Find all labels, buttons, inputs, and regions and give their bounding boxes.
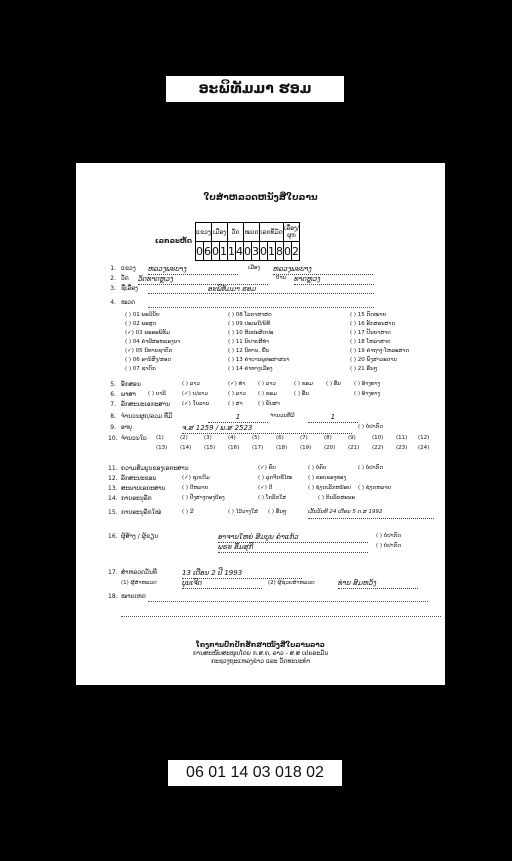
row-label: ໝວດ [121, 299, 135, 306]
option-checkbox[interactable]: ( ) ຊຳຸດຫລາຍ [358, 485, 392, 491]
form-row-age [108, 425, 438, 435]
footer-project-name: ໂຄງການປົກປັກຮັກສາໜັງສືໃບລານລາວ [196, 641, 325, 649]
leaf-cell: (6) [276, 435, 284, 441]
assessor2-value: ທ່ານ ສົມຫວັງ [338, 580, 418, 589]
code-digit: 8 [276, 242, 284, 261]
option-checkbox[interactable]: ( ) 19 ຄຳຖາງ-ໂຫລະສາດ [350, 348, 410, 354]
form-row-survey [108, 570, 438, 590]
row-label: ເມືອງ [248, 265, 261, 271]
code-digit: 0 [212, 242, 220, 261]
leaf-cell: (1) [156, 435, 164, 441]
option-checkbox[interactable]: ( ) ບໍ່ປາກົດ [376, 543, 401, 549]
row-label: ຄວາມສົມບູນຂອງເອກະສານ [121, 465, 189, 472]
leaf-cell: (16) [228, 445, 240, 451]
option-checkbox[interactable]: ( ) ອື່ນ [326, 381, 341, 387]
option-checkbox[interactable]: ( ) 02 ພະສູດ [125, 321, 157, 327]
district-value: ຫລວງພະບາງ [273, 266, 373, 275]
option-checkbox[interactable]: ( ) 04 ຄຳພີສະຫລອງນາ [125, 339, 181, 345]
leaf-cell: (23) [396, 445, 408, 451]
option-checkbox[interactable]: ( ) 20 ພົງສາວະດານ [350, 357, 398, 363]
form-footer [76, 641, 445, 666]
option-checkbox[interactable]: ( ) ກິນລັກສະນະ [318, 495, 355, 501]
option-checkbox[interactable]: ( ) ໄວ້ວາງໃສ່ [228, 509, 258, 515]
row-number: 15. [108, 509, 118, 516]
row-number: 6. [110, 391, 116, 398]
row-label: ການອະນຸລັກ [121, 495, 152, 502]
option-checkbox[interactable]: ( ) ລູກຈີດຂີ່ໄໝ [258, 475, 293, 481]
form-row-fascicles [108, 414, 438, 424]
code-header: ໝວດ [244, 223, 260, 242]
row-number: 5. [110, 381, 116, 388]
option-checkbox[interactable]: ( ) ປີ່ງສາງຕອງປ້ອງ [182, 495, 225, 501]
row-number: 7. [110, 401, 116, 408]
row-number: 14. [108, 495, 118, 502]
code-header: ເລກທີ່ມັດ [260, 223, 284, 242]
code-digit: 4 [236, 242, 244, 261]
leaf-cell: (4) [228, 435, 236, 441]
code-header: ແຂວງ [196, 223, 212, 242]
leaf-cell: (22) [372, 445, 384, 451]
form-row-conservation [108, 496, 438, 506]
option-checkbox[interactable]: ( ) 08 ໂລກາສາສດ [228, 312, 272, 318]
manuscript-code-label: 06 01 14 03 018 02 [168, 760, 342, 786]
option-checkbox[interactable]: ( ) ບໍ່ປາກົດ [358, 465, 383, 471]
province-value: ຫລວງພະບາງ [148, 266, 238, 275]
code-digit: 1 [268, 242, 276, 261]
leaf-cell: (10) [372, 435, 384, 441]
row-label: ພາສາ [121, 391, 136, 398]
leaf-cell: (9) [348, 435, 356, 441]
option-checkbox[interactable]: ( ) 15 ກົດໝາຍ [350, 312, 387, 318]
age-value: ຈ.ສ 1259 / ພ.ສ 2523 [182, 425, 352, 434]
manuscript-title-value: ອະພິທັມມາ ຮອມ [148, 286, 374, 294]
row-label: ໝາຍເຫດ [121, 593, 146, 600]
survey-date-value: 13 ເດືອນ 2 ປີ 1993 [182, 570, 302, 579]
option-checkbox[interactable]: ( ) 13 ຄຳບານພຸທະສາສນາ [228, 357, 290, 363]
leaf-cell: (18) [276, 445, 288, 451]
option-checkbox[interactable]: ( ) ລາວ [228, 391, 246, 397]
row-number: 12. [108, 475, 118, 482]
row-label: ອັກສອນ [121, 381, 141, 388]
option-checkbox[interactable]: ( ) 12 ນິທານ, ພື້ນ [228, 348, 270, 354]
row-label: ສຳຫລວດວັນທີ [121, 569, 157, 576]
row-number: 9. [110, 424, 116, 431]
code-digit: 2 [292, 242, 300, 261]
leaf-cell: (7) [300, 435, 308, 441]
option-checkbox[interactable]: ( ) 09 ປະເພນີ/ພິທີ [228, 321, 271, 327]
row-label: ລັກສະນະຂອບ [121, 475, 157, 482]
row-number: 13. [108, 485, 118, 492]
leaf-cell: (5) [252, 435, 260, 441]
row-label: ການອະນຸລັກໃໝ່ [121, 509, 162, 516]
option-checkbox[interactable]: ( ) 18 ໂຫລາສາດ [350, 339, 391, 345]
form-row-remarks [108, 594, 438, 604]
option-checkbox[interactable]: ( ) 06 ອານິສົງ/ສອດ [125, 357, 172, 363]
code-digit: 1 [228, 242, 236, 261]
row-number: 11. [108, 465, 118, 472]
code-header: ເລື່ອງ/ຜູກ [284, 223, 300, 242]
leaf-cell: (3) [204, 435, 212, 441]
row-number: 4. [110, 299, 116, 306]
dotted-line [148, 601, 428, 602]
survey-form-sheet [76, 163, 445, 685]
assessor-label: (1) ຜູ້ສຳຫລວດ [121, 580, 157, 586]
leaf-cell: (15) [204, 445, 216, 451]
row-number: 2. [110, 275, 116, 282]
code-digit: 0 [244, 242, 252, 261]
option-checkbox[interactable]: (✓) ດີ [258, 485, 273, 491]
row-label: ຜູ້ສ້າງ / ຜູ້ຂຽນ [121, 533, 159, 540]
leaf-cell: (12) [418, 435, 430, 441]
option-checkbox[interactable]: (✓) ໃບລານ [182, 401, 210, 407]
code-digit: 6 [204, 242, 212, 261]
row-number: 17. [108, 569, 118, 576]
option-checkbox[interactable]: ( ) ໂກລັກໃສ [258, 495, 287, 501]
option-checkbox[interactable]: ( ) 07 ຊາດົກ [125, 366, 156, 372]
option-checkbox[interactable]: ( ) ອ້າງທາງ [354, 391, 381, 397]
option-checkbox[interactable]: ( ) ສາ [228, 401, 243, 407]
village-value: ທາດຫຼວງ [294, 276, 374, 285]
form-row-category [108, 300, 438, 310]
leaf-cell: (11) [396, 435, 408, 441]
row-label: ຈຳນວນໃບ [121, 435, 147, 442]
form-row-temple [108, 276, 438, 286]
option-checkbox[interactable]: ( ) ອ້າງທາງ [354, 381, 381, 387]
row-number: 16. [108, 533, 118, 540]
option-checkbox[interactable]: (✓) 05 ນິທານຊາດົກ [125, 348, 173, 354]
option-checkbox[interactable]: ( ) ລາວ [182, 381, 200, 387]
option-checkbox[interactable]: ( ) 16 ອັກສອນສາດ [350, 321, 396, 327]
row-label: ບ້ານ [276, 275, 287, 281]
option-checkbox[interactable]: ( ) ລາວ [258, 381, 276, 387]
option-checkbox[interactable]: ( ) ອື່ນໆ [268, 509, 287, 515]
option-checkbox[interactable]: ( ) ບໍ່ປາກົດ [376, 533, 401, 539]
row-label: ສະພາບເອກະສານ [121, 485, 166, 492]
option-checkbox[interactable]: (✓) ຊຸດເດີມ [182, 475, 210, 481]
fascicle-present-value: 1 [308, 414, 358, 423]
leaf-cell: (20) [324, 445, 336, 451]
option-checkbox[interactable]: (✓) ທຳ [228, 381, 246, 387]
leaf-cell: (19) [300, 445, 312, 451]
assessor-value: ບຸນເຈີດ [182, 580, 262, 589]
form-row-new-conservation [108, 510, 438, 520]
leaf-cell: (24) [418, 445, 430, 451]
new-conservation-date: ເວັ້ນວັນທີ 24 ເດືອນ 5 ດ.ສ 1992 [308, 510, 434, 519]
row-label: ແຂວງ [121, 265, 136, 272]
option-checkbox[interactable]: ( ) ມີ [182, 509, 194, 515]
leaf-cell: (2) [180, 435, 188, 441]
scribe-value: ພຣະ ອົ້ມສຸກີ [218, 544, 368, 553]
form-title: ໃບສຳຫລວດຫນັງສືໃບລານ [203, 193, 318, 203]
option-checkbox[interactable]: ( ) ບາລີ [148, 391, 166, 397]
row-label: ວັດ [121, 275, 129, 282]
leaf-cell: (14) [180, 445, 192, 451]
row-label: ຈຳນວນຜູກ/ລວມ ທີ່ມີ [121, 413, 173, 420]
row-label: ອາຍຸ [121, 424, 133, 431]
row-label: ຈຳນວນທີ່ມີ [270, 413, 295, 419]
footer-support: ການສະໜັບສະໜູນໂດຍ ກ.ສ.ຄ, ລາວ - ສ.ສ ເຢຍລະມັນ [192, 650, 329, 658]
row-label: ລັກສະນະເອກະສານ [121, 401, 170, 408]
option-checkbox[interactable]: ( ) 21 ອື່ນໆ [350, 366, 378, 372]
code-header: ເມືອງ [212, 223, 228, 242]
option-checkbox[interactable]: ( ) 11 ນິຍາຍສີທຳ [228, 339, 270, 345]
option-checkbox[interactable]: ( ) ພັບສາ [258, 401, 280, 407]
leaf-cell: (17) [252, 445, 264, 451]
option-checkbox[interactable]: ( ) ຊຳຸດເລັກຫນ້ອຍ [308, 485, 351, 491]
code-label: ເລກລະຫັດ [155, 237, 192, 245]
document-title-label: ອະພິທັມມາ ຮອມ [166, 76, 344, 102]
code-table [195, 222, 300, 261]
fascicle-total-value: 1 [208, 414, 268, 423]
option-checkbox[interactable]: ( ) 17 ປັນຍາສາດ [350, 330, 391, 336]
option-checkbox[interactable]: ( ) ຂອມ [294, 381, 313, 387]
footer-ministry: ກະຊວງຖະແຫລງຂ່າວ ແລະ ວັດທະນະທຳ [211, 657, 310, 665]
dotted-line [121, 616, 441, 617]
temple-value: ວັດທາດຫຼວງ [138, 276, 268, 285]
code-digit: 0 [284, 242, 292, 261]
row-number: 8. [110, 413, 116, 420]
row-label: ຊື່ເລື່ອງ [121, 285, 138, 292]
leaf-cell: (21) [348, 445, 360, 451]
form-row-author [108, 534, 438, 554]
option-checkbox[interactable]: ( ) ບໍ່ຄົບ [308, 465, 327, 471]
code-digit: 0 [260, 242, 268, 261]
option-checkbox[interactable]: ( ) 10 ສິລປະສິດປະ [228, 330, 274, 336]
option-checkbox[interactable]: ( ) ດີຫລາຍ [182, 485, 209, 491]
code-digit: 3 [252, 242, 260, 261]
option-checkbox[interactable]: ( ) ຂອມ [258, 391, 277, 397]
row-number: 1. [110, 265, 116, 272]
option-checkbox[interactable]: (✓) ຄົບ [258, 465, 276, 471]
row-number: 10. [108, 435, 118, 442]
form-row-material [108, 402, 438, 412]
form-row-title [108, 286, 438, 296]
dotted-line [148, 307, 374, 308]
leaf-cell: (13) [156, 445, 168, 451]
option-checkbox[interactable]: ( ) 01 ພະວິນັຍ [125, 312, 160, 318]
code-header: ວັດ [228, 223, 244, 242]
row-number: 3. [110, 285, 116, 292]
option-checkbox[interactable]: ( ) ອື່ນ [294, 391, 309, 397]
option-checkbox[interactable]: ( ) ບໍ່ປາກົດ [358, 424, 383, 430]
row-number: 18. [108, 593, 118, 600]
leaf-cell: (8) [324, 435, 332, 441]
code-digit: 0 [196, 242, 204, 261]
option-checkbox[interactable]: ( ) ຂອບຂອງທອງ [308, 475, 347, 481]
code-digit: 1 [220, 242, 228, 261]
author-value: ອາຈານໃຫຍ່ ສົມບູນ ຄຳແກ້ວ [218, 534, 368, 543]
option-checkbox[interactable]: ( ) 14 ຄຳທາງເມືອງ [228, 366, 273, 372]
option-checkbox[interactable]: (✓) ບ/ລາວ [182, 391, 208, 397]
option-checkbox[interactable]: (✓) 03 ພະອະພິທັມ [125, 330, 170, 336]
assessor2-label: (2) ຜູ້ຊ່ວຍສຳຫລວດ [268, 580, 315, 586]
